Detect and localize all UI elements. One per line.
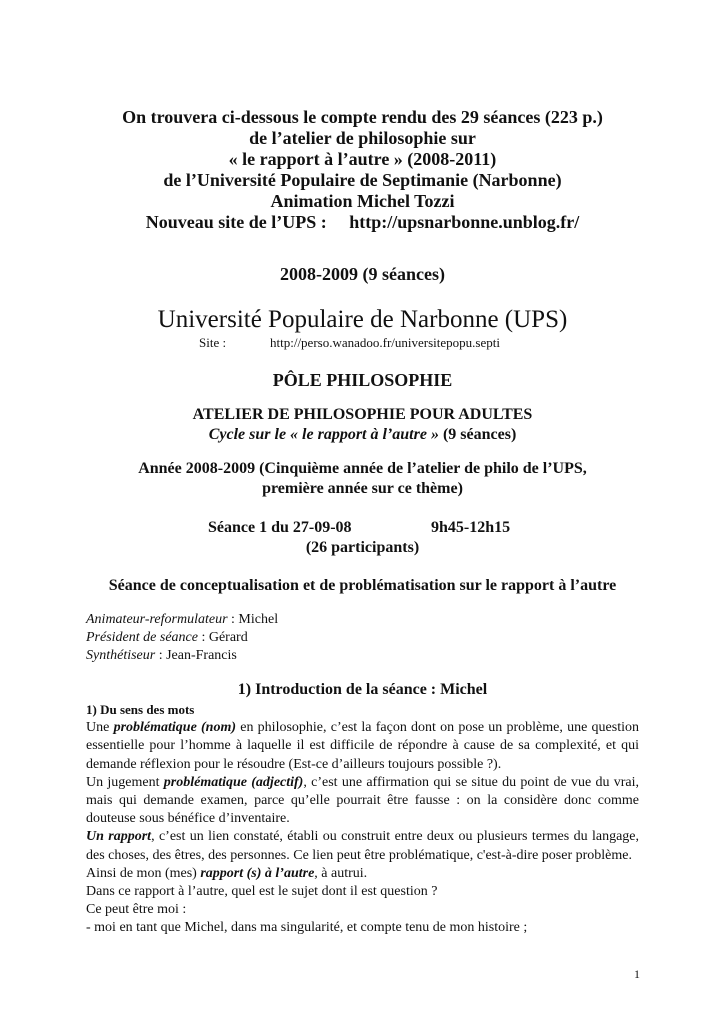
site-url[interactable]: http://perso.wanadoo.fr/universitepopu.septi (270, 335, 500, 350)
roles-list (86, 611, 278, 665)
intro-subheading: 1) Du sens des mots (86, 702, 195, 717)
role-label: Président de séance (86, 630, 198, 645)
role-name: Jean-Francis (166, 648, 237, 663)
role-line: Président de séance : Gérard (86, 630, 248, 645)
session-time: 9h45-12h15 (431, 519, 511, 536)
paragraph: - moi en tant que Michel, dans ma singularité, et compte tenu de mon histoire ; (86, 920, 528, 936)
term: Un rapport (86, 829, 152, 845)
role-line: Synthétiseur : Jean-Francis (86, 648, 237, 663)
intro-body (86, 701, 639, 938)
paragraph: Ainsi de mon (mes) rapport (s) à l’autre, à autrui. (86, 865, 368, 881)
role-line: Animateur-reformulateur : Michel (86, 612, 279, 627)
term: problématique (nom) (113, 720, 237, 736)
header-line: « le rapport à l’autre » (2008-2011) (228, 149, 497, 169)
intro-heading: 1) Introduction de la séance : Michel (237, 681, 488, 698)
atelier-title: ATELIER DE PHILOSOPHIE POUR ADULTES (192, 406, 533, 423)
year-line-1: Année 2008-2009 (Cinquième année de l’atelier de philo de l’UPS, (138, 460, 587, 477)
page-number: 1 (634, 967, 640, 981)
term: problématique (adjectif) (163, 774, 304, 790)
header-site-line[interactable]: Nouveau site de l’UPS : http://upsnarbonne.unblog.fr/ (145, 212, 580, 232)
header-line: de l’atelier de philosophie sur (249, 128, 476, 148)
role-label: Synthétiseur (86, 648, 156, 663)
pole-title: PÔLE PHILOSOPHIE (272, 370, 453, 390)
cycle-line (0, 425, 725, 445)
term: rapport (s) à l’autre (200, 865, 315, 881)
university-title: Université Populaire de Narbonne (UPS) (157, 306, 568, 333)
header-line: Animation Michel Tozzi (270, 191, 455, 211)
cycle-count: (9 séances) (438, 426, 517, 443)
season-title: 2008-2009 (9 séances) (280, 264, 445, 284)
paragraph: Dans ce rapport à l’autre, quel est le sujet dont il est question ? (86, 884, 438, 900)
role-label: Animateur-reformulateur (86, 612, 228, 627)
session-participants: (26 participants) (305, 539, 420, 556)
paragraph: Un rapport, c’est un lien constaté, établi ou construit entre deux ou plusieurs termes du langage, des choses, des êtres, des personnes. Ce lien peut être problématique, c'est-à-dire poser problème. (86, 829, 639, 863)
site-label: Site : (199, 335, 227, 350)
paragraph: Ce peut être moi : (86, 902, 187, 918)
cycle-italic: Cycle sur le « le rapport à l’autre » (208, 426, 439, 443)
role-name: Michel (238, 612, 279, 627)
role-name: Gérard (208, 630, 248, 645)
header-block (60, 107, 665, 233)
header-line: On trouvera ci-dessous le compte rendu des 29 séances (223 p.) (122, 107, 603, 127)
header-line: de l’Université Populaire de Septimanie (Narbonne) (163, 170, 562, 190)
paragraph: Un jugement problématique (adjectif), c’est une affirmation qui se situe du point de vue du vrai, mais qui demande examen, parce qu’elle pourrait être fausse : on la considère donc comme douteuse sous bénéfice d’inventaire. (86, 774, 639, 827)
session-title: Séance 1 du 27-09-08 (208, 519, 352, 536)
year-line-2: première année sur ce thème) (262, 480, 463, 497)
session-theme: Séance de conceptualisation et de problématisation sur le rapport à l’autre (108, 577, 617, 594)
paragraph: Une problématique (nom) en philosophie, c’est la façon dont on pose un problème, une question essentielle pour l’homme à laquelle il est difficile de répondre à cause de sa complexité, et qui demande réflexion pour le résoudre (Est-ce d’ailleurs toujours possible ?). (86, 720, 639, 772)
